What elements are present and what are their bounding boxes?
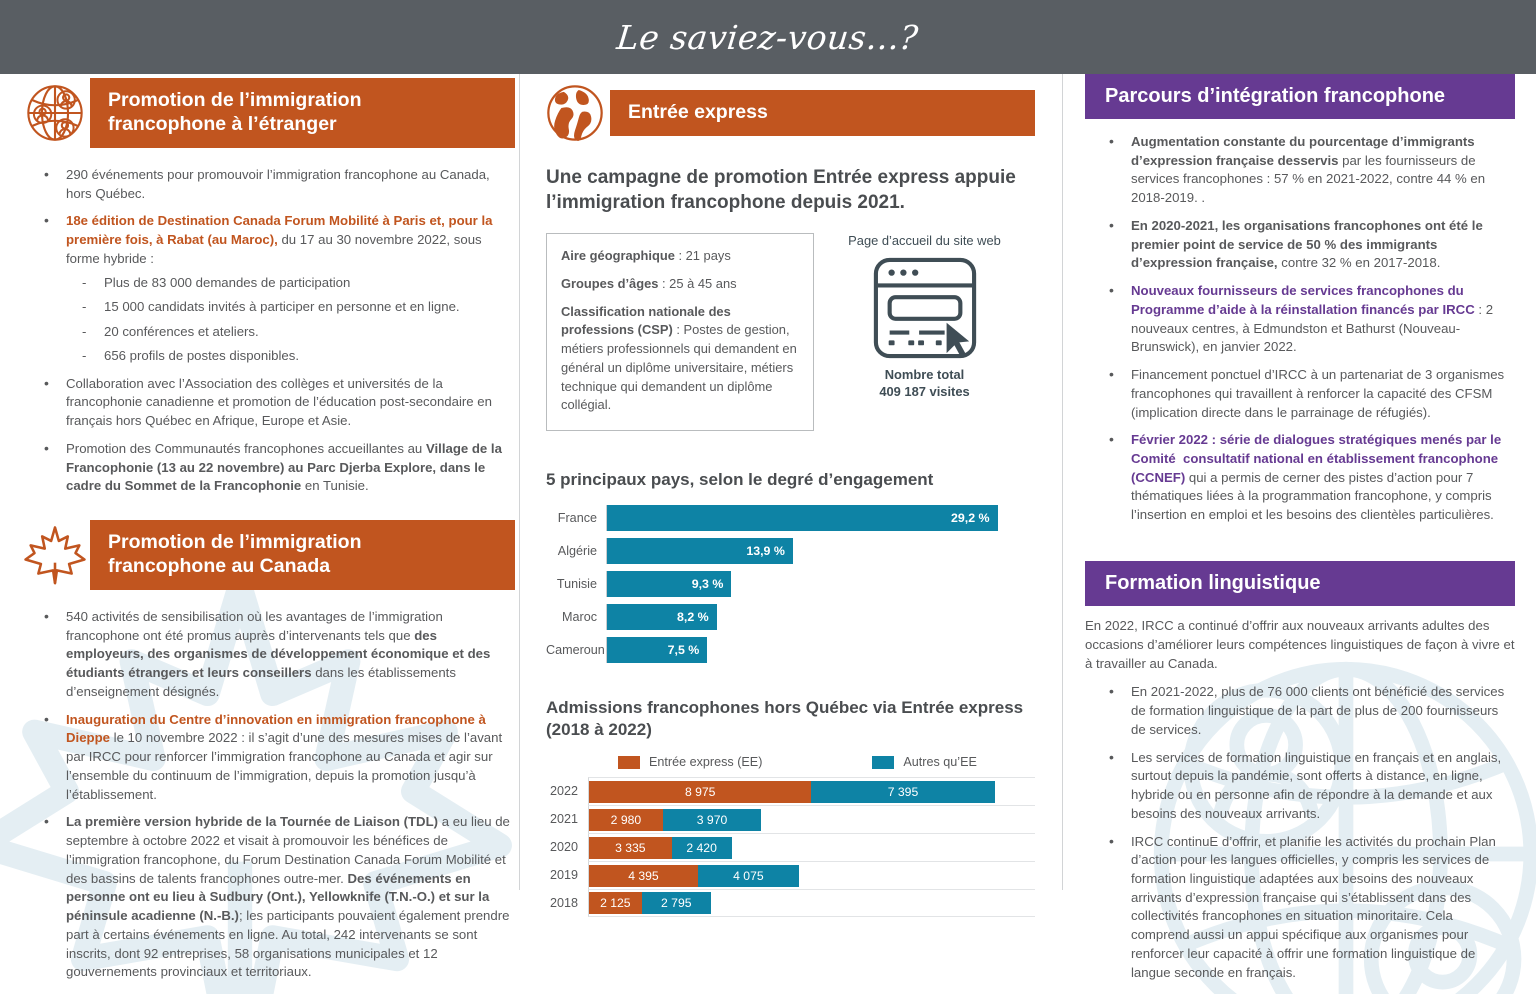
chart-value-label: 3 970 bbox=[696, 812, 728, 827]
chart-bar-segment bbox=[589, 892, 642, 914]
fact-label: Classification nationale des professions (CSP) bbox=[561, 303, 731, 338]
campaign-facts-box bbox=[546, 233, 814, 431]
chart-bar bbox=[607, 571, 731, 597]
left-section1-bullets bbox=[20, 166, 515, 496]
list-item-text: Financement ponctuel d’IRCC à un partenariat de 3 organismes francophones qui travaillent à renforcer la capacité des CFSM (implication directe dans le parrainage de réfugiés). bbox=[1131, 367, 1505, 420]
list-item-text: La première version hybride de la Tournée de Liaison (TDL) a eu lieu de septembre à octobre 2022 et visait à promouvoir les bénéfices de l’immigration francophone, du Forum Destination Canada Forum Mobilité et des bassins de talents francophones outre-mer. Des événements en personne ont eu lieu à Sudbury (Ont.), Yellowknife (T.N.-O.) et sur la péninsule acadienne (N.-B.); les participants pouvaient également prendre part à certains événements en ligne. Au total, 242 intervenants se sont inscrits, dont 92 entreprises, 58 organisations municipales et 12 gouvernements provinciaux et territoriaux. bbox=[66, 814, 510, 980]
website-visits-box bbox=[832, 233, 1017, 401]
chart-bar-track bbox=[588, 833, 1035, 861]
chart-bar-track bbox=[588, 805, 1035, 833]
section-header-formation-linguistique bbox=[1085, 561, 1515, 606]
sub-list-item: - Plus de 83 000 demandes de participation bbox=[66, 274, 515, 292]
chart-bar-segment bbox=[663, 809, 761, 831]
chart-category-label: France bbox=[557, 511, 597, 526]
chart-value-label: 7,5 % bbox=[667, 643, 700, 658]
list-item bbox=[1085, 217, 1515, 273]
chart-value-label: 8 975 bbox=[684, 784, 716, 799]
legend-swatch bbox=[618, 756, 640, 769]
list-item bbox=[20, 608, 515, 702]
chart-bar-segment bbox=[672, 837, 732, 859]
list-item bbox=[1085, 683, 1515, 739]
list-item-text: En 2020-2021, les organisations francophones ont été le premier point de service de 50 % des immigrants d’expression française, contre 32 % en 2017-2018. bbox=[1131, 217, 1483, 271]
sub-list bbox=[66, 274, 515, 366]
list-item-text: 540 activités de sensibilisation où les avantages de l’immigration francophone ont été promus auprès d’intervenants tels que des employeurs, des organismes de développement économique et des étudiants étrangers et leurs conseillers dans les établissements d’enseignement désignés. bbox=[66, 609, 491, 699]
chart-category-label: Tunisie bbox=[556, 577, 597, 592]
chart-value-label: 2 795 bbox=[661, 896, 692, 911]
list-item-text: 18e édition de Destination Canada Forum Mobilité à Paris et, pour la première fois, à Rabat (au Maroc), du 17 au 30 novembre 2022, sous forme hybride : bbox=[66, 213, 493, 266]
chart-bar-row bbox=[546, 604, 1035, 630]
formation-intro: En 2022, IRCC a continué d’offrir aux nouveaux arrivants adultes des occasions d’améliorer leurs compétences linguistiques de façon à vivre et à travailler au Canada. bbox=[1085, 617, 1515, 672]
list-item-text: Février 2022 : série de dialogues stratégiques menés par le Comité consultatif national en établissement francophone (CCNEF) qui a permis de cerner des pistes d’action pour 7 thématiques liées à la programmation francophone, y compris l’insertion en emploi et les besoins des clientèles particulières. bbox=[1131, 432, 1502, 523]
list-item bbox=[20, 813, 515, 982]
chart-bar bbox=[607, 637, 707, 663]
chart-bar-segment bbox=[589, 837, 672, 859]
list-item bbox=[1085, 282, 1515, 357]
chart-bar-segment bbox=[642, 892, 711, 914]
list-item bbox=[20, 166, 515, 203]
chart-year-label: 2019 bbox=[549, 868, 578, 883]
section-title-line2: francophone à l’étranger bbox=[108, 113, 337, 135]
chart-year-label: 2022 bbox=[549, 784, 578, 799]
fact-noc-classification bbox=[561, 303, 799, 415]
chart-bar bbox=[607, 505, 998, 531]
globe-americas-icon bbox=[540, 74, 610, 152]
chart-value-label: 13,9 % bbox=[746, 544, 785, 559]
chart-value-label: 9,3 % bbox=[691, 577, 724, 592]
chart-bar-segment bbox=[811, 781, 994, 803]
fact-geographic-area bbox=[561, 247, 799, 266]
chart-bar-track bbox=[588, 889, 1035, 917]
chart-bar-track bbox=[588, 777, 1035, 805]
chart-bar-track bbox=[606, 571, 1035, 597]
legend-label: Entrée express (EE) bbox=[649, 755, 763, 770]
chart-bar-row bbox=[546, 833, 1035, 861]
chart-bar-row bbox=[546, 889, 1035, 917]
chart-admissions bbox=[546, 777, 1035, 917]
list-item bbox=[1085, 749, 1515, 824]
chart-value-label: 2 125 bbox=[600, 896, 631, 911]
list-item-text: Collaboration avec l’Association des collèges et universités de la francophonie canadienne et promotion de l’éducation post-secondaire en français hors Québec en Afrique, Europe et Asie. bbox=[66, 375, 492, 429]
chart-year-label: 2018 bbox=[549, 896, 578, 911]
section-header-label bbox=[90, 520, 515, 590]
list-item bbox=[20, 375, 515, 431]
chart-value-label: 2 980 bbox=[610, 812, 642, 827]
chart-bar bbox=[607, 604, 717, 630]
chart-value-label: 4 395 bbox=[628, 868, 659, 883]
left-column bbox=[20, 74, 515, 991]
fact-label: Groupes d’âges bbox=[561, 276, 659, 292]
section-header-entree-express bbox=[540, 74, 1035, 152]
list-item-text: Augmentation constante du pourcentage d’immigrants d’expression française desservis par les fournisseurs de services francophones : 57 % en 2021-2022, contre 44 % en 2018-2019. . bbox=[1131, 134, 1486, 206]
right-section2-bullets bbox=[1085, 683, 1515, 982]
section-title-line2: francophone au Canada bbox=[108, 555, 331, 578]
list-item bbox=[1085, 833, 1515, 983]
section-title: Formation linguistique bbox=[1105, 571, 1321, 594]
maple-leaf-icon bbox=[20, 516, 90, 594]
list-item-text: Les services de formation linguistique en français et en anglais, surtout depuis la pandémie, sont offerts à distance, en ligne, hybride ou en personne afin de répondre à la demande et aux besoins des nouveaux arrivants. bbox=[1131, 749, 1502, 821]
list-item bbox=[20, 212, 515, 365]
chart-top-countries bbox=[546, 505, 1035, 663]
chart-bar-row bbox=[546, 861, 1035, 889]
legend-item bbox=[618, 755, 762, 769]
section-header-promotion-canada bbox=[20, 516, 515, 594]
chart-year-label: 2021 bbox=[549, 812, 578, 827]
page-banner bbox=[0, 0, 1536, 74]
list-item bbox=[1085, 366, 1515, 422]
list-item bbox=[1085, 133, 1515, 208]
middle-column bbox=[540, 74, 1035, 917]
chart-category-label: Cameroun bbox=[546, 643, 605, 658]
chart2-legend bbox=[618, 755, 1035, 769]
section-title-line1: Promotion de l’immigration bbox=[108, 531, 362, 554]
website-visits-caption bbox=[832, 367, 1017, 401]
sub-list-item: - 656 profils de postes disponibles. bbox=[66, 347, 515, 365]
list-item-text: Nouveaux fournisseurs de services francophones du Programme d’aide à la réinstallation financés par IRCC : 2 nouveaux centres, à Edmundston et Bathurst (Nouveau-Brunswick), en janvier 2022. bbox=[1131, 283, 1494, 355]
chart-year-label: 2020 bbox=[549, 840, 578, 855]
right-column bbox=[1085, 74, 1515, 991]
list-item-text: IRCC continuE d’offrir, et planifie les activités du prochain Plan d’action pour les langues officielles, y compris les services de formation linguistique adaptées aux besoins des nouveaux arrivants d’expression française qui s’établissent dans des collectivités francophones en situation minoritaire. Cela comprend aussi un appui spécifique aux organismes pour renforcer leur capacité à offrir une formation linguistique de langue seconde en français. bbox=[1131, 833, 1496, 980]
chart1-title: 5 principaux pays, selon le degré d’engagement bbox=[546, 470, 934, 489]
legend-item bbox=[872, 755, 977, 769]
chart-bar-track bbox=[606, 637, 1035, 663]
chart-bar-segment bbox=[589, 809, 663, 831]
sub-list-item: - 15 000 candidats invités à participer en personne et en ligne. bbox=[66, 298, 515, 316]
section-header-promotion-etranger bbox=[20, 74, 515, 152]
list-item bbox=[20, 440, 515, 496]
chart-bar-track bbox=[606, 604, 1035, 630]
fact-label: Aire géographique bbox=[561, 248, 675, 264]
chart-value-label: 4 075 bbox=[733, 868, 764, 883]
globe-people-icon bbox=[20, 74, 90, 152]
chart-bar-segment bbox=[698, 865, 799, 887]
chart-value-label: 2 420 bbox=[686, 840, 717, 855]
list-item-text: En 2021-2022, plus de 76 000 clients ont bénéficié des services de formation linguistique de la part de plus de 200 fournisseurs de services. bbox=[1131, 684, 1505, 737]
chart-bar-row bbox=[546, 505, 1035, 531]
legend-label: Autres qu’EE bbox=[903, 755, 977, 770]
sub-list-item: - 20 conférences et ateliers. bbox=[66, 323, 515, 341]
chart-bar-row bbox=[546, 538, 1035, 564]
section-title: Parcours d’intégration francophone bbox=[1105, 85, 1446, 107]
list-item bbox=[20, 711, 515, 805]
chart-value-label: 29,2 % bbox=[950, 511, 990, 526]
chart-value-label: 3 335 bbox=[615, 840, 646, 855]
chart-bar-row bbox=[546, 805, 1035, 833]
chart-bar-row bbox=[546, 571, 1035, 597]
chart-value-label: 7 395 bbox=[887, 784, 919, 799]
visits-total: 409 187 visites bbox=[879, 384, 970, 400]
chart-bar-track bbox=[606, 538, 1035, 564]
section-header-parcours-integration bbox=[1085, 74, 1515, 119]
page-title: Le saviez-vous…? bbox=[615, 17, 921, 57]
left-section2-bullets bbox=[20, 608, 515, 982]
list-item-text: Inauguration du Centre d’innovation en immigration francophone à Dieppe le 10 novembre 2022 : il s’agit d’une des mesures mises de l’avant par IRCC pour renforcer l’immigration francophone au Canada et agir sur l’ensemble du continuum de l’immigration, depuis la promotion jusqu’à l’établissement. bbox=[66, 711, 503, 802]
chart-bar-segment bbox=[589, 781, 811, 803]
chart-bar-row bbox=[546, 637, 1035, 663]
chart-bar bbox=[607, 538, 793, 564]
chart-bar-row bbox=[546, 777, 1035, 805]
list-item-text: Promotion des Communautés francophones accueillantes au Village de la Francophonie (13 au 22 novembre) au Parc Djerba Explore, dans le cadre du Sommet de la Francophonie en Tunisie. bbox=[66, 440, 502, 494]
chart-value-label: 8,2 % bbox=[676, 610, 709, 625]
section-title-line1: Promotion de l’immigration bbox=[108, 89, 362, 112]
website-label: Page d’accueil du site web bbox=[848, 233, 1001, 249]
list-item bbox=[1085, 431, 1515, 525]
chart-bar-segment bbox=[589, 865, 698, 887]
list-item-text: 290 événements pour promouvoir l’immigration francophone au Canada, hors Québec. bbox=[66, 167, 490, 201]
visits-caption-line1: Nombre total bbox=[884, 367, 965, 383]
fact-age-groups bbox=[561, 275, 799, 294]
chart2-title: Admissions francophones hors Québec via Entrée express (2018 à 2022) bbox=[546, 698, 1024, 740]
chart-bar-track bbox=[588, 861, 1035, 889]
fact-value: : 21 pays bbox=[674, 248, 731, 264]
legend-swatch bbox=[872, 756, 894, 769]
section-header-label bbox=[90, 78, 515, 148]
chart-bar-track bbox=[606, 505, 1035, 531]
chart-category-label: Maroc bbox=[562, 610, 597, 625]
right-section1-bullets bbox=[1085, 133, 1515, 525]
chart-category-label: Algérie bbox=[557, 544, 597, 559]
fact-value: : Postes de gestion, métiers professionnels qui demandent en général un diplôme universitaire, métiers technique qui demandent un diplôme collégial. bbox=[561, 322, 797, 413]
section-header-label: Entrée express bbox=[610, 90, 1035, 136]
fact-value: : 25 à 45 ans bbox=[658, 276, 737, 292]
entree-express-lead: Une campagne de promotion Entrée express appuie l’immigration francophone depuis 2021. bbox=[546, 167, 1016, 213]
browser-window-cursor-icon bbox=[832, 254, 1017, 362]
